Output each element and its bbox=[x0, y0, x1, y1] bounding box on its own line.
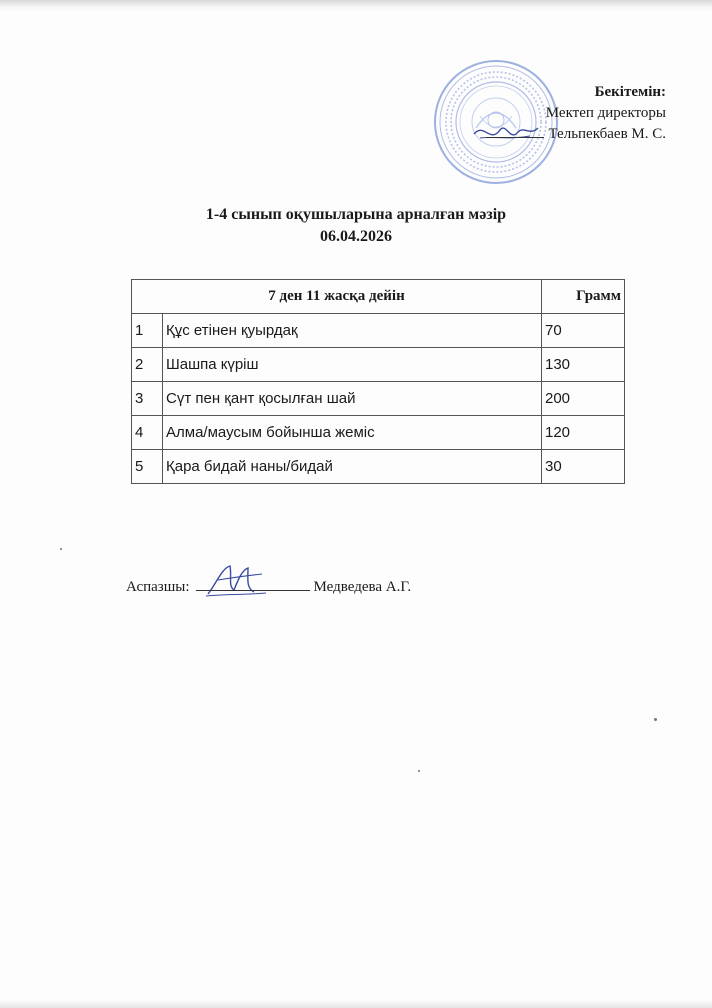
table-row bbox=[132, 314, 625, 348]
table-row bbox=[132, 382, 625, 416]
row-number: 1 bbox=[132, 314, 163, 348]
approval-block bbox=[486, 82, 666, 145]
approval-title: Бекітемін: bbox=[594, 84, 666, 100]
scan-speck bbox=[654, 718, 657, 721]
header-gram: Грамм bbox=[542, 280, 625, 314]
menu-date: 06.04.2026 bbox=[320, 228, 392, 245]
approval-position: Мектеп директоры bbox=[545, 105, 666, 121]
table-row bbox=[132, 416, 625, 450]
header-age: 7 ден 11 жасқа дейін bbox=[132, 280, 542, 314]
cook-name: Медведева А.Г. bbox=[313, 579, 412, 595]
table-row bbox=[132, 348, 625, 382]
menu-table bbox=[131, 279, 625, 484]
row-number: 4 bbox=[132, 416, 163, 450]
row-item: Алма/маусым бойынша жеміс bbox=[163, 416, 542, 450]
row-item: Шашпа күріш bbox=[163, 348, 542, 382]
approval-name: Тельпекбаев М. С. bbox=[548, 126, 666, 142]
table-header-row bbox=[132, 280, 625, 314]
cook-label: Аспазшы: bbox=[126, 579, 190, 595]
menu-title: 1-4 сынып оқушыларына арналған мәзір bbox=[205, 206, 507, 223]
approval-signature-line bbox=[486, 125, 544, 138]
scan-top-edge bbox=[0, 0, 712, 12]
row-number: 5 bbox=[132, 450, 163, 484]
row-gram: 120 bbox=[542, 416, 625, 450]
row-gram: 130 bbox=[542, 348, 625, 382]
row-number: 3 bbox=[132, 382, 163, 416]
cook-signature-blank bbox=[196, 576, 310, 591]
cook-signature-line bbox=[126, 576, 411, 596]
scan-speck bbox=[418, 770, 420, 772]
row-gram: 200 bbox=[542, 382, 625, 416]
row-item: Сүт пен қант қосылған шай bbox=[163, 382, 542, 416]
row-gram: 70 bbox=[542, 314, 625, 348]
table-row bbox=[132, 450, 625, 484]
scan-bottom-edge bbox=[0, 1000, 712, 1008]
row-item: Құс етінен қуырдақ bbox=[163, 314, 542, 348]
menu-heading bbox=[0, 204, 712, 248]
row-gram: 30 bbox=[542, 450, 625, 484]
scan-speck bbox=[60, 548, 62, 550]
row-item: Қара бидай наны/бидай bbox=[163, 450, 542, 484]
row-number: 2 bbox=[132, 348, 163, 382]
